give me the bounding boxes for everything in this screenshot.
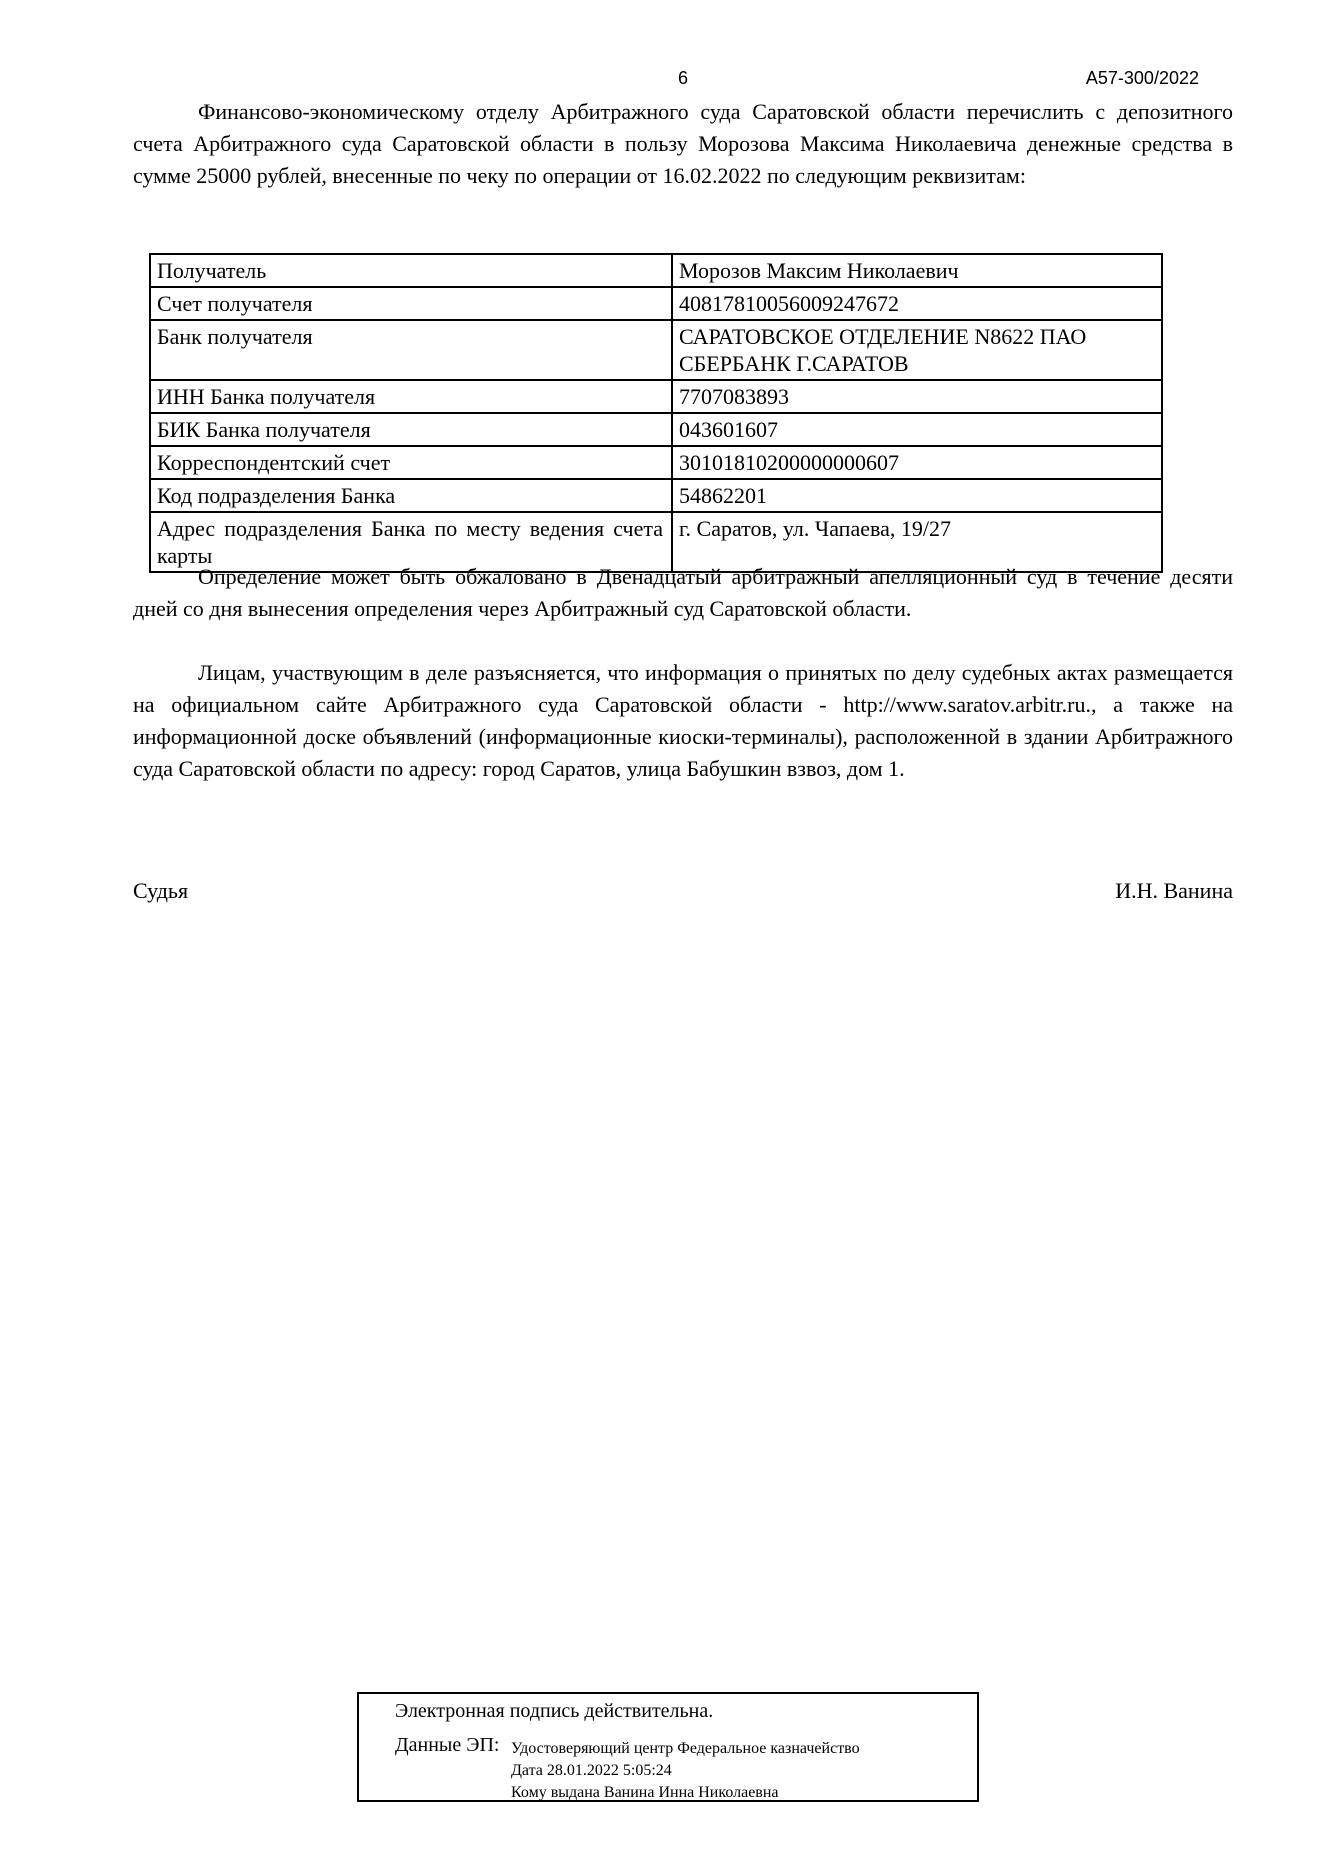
judge-name: И.Н. Ванина [1115, 878, 1233, 903]
requisite-label: Адрес подразделения Банка по месту ведения счета карты [150, 512, 672, 572]
table-row [150, 380, 1162, 413]
table-row [150, 320, 1162, 380]
requisite-value: САРАТОВСКОЕ ОТДЕЛЕНИЕ N8622 ПАО СБЕРБАНК Г.САРАТОВ [672, 320, 1162, 380]
requisite-value: Морозов Максим Николаевич [672, 254, 1162, 287]
table-row [150, 254, 1162, 287]
case-number: А57-300/2022 [1085, 68, 1199, 88]
table-row [150, 287, 1162, 320]
requisite-label: Код подразделения Банка [150, 479, 672, 512]
requisite-value: 043601607 [672, 413, 1162, 446]
judge-signature-row [133, 878, 1233, 904]
requisite-label: ИНН Банка получателя [150, 380, 672, 413]
requisite-value: г. Саратов, ул. Чапаева, 19/27 [672, 512, 1162, 572]
table-row [150, 446, 1162, 479]
requisite-label: Корреспондентский счет [150, 446, 672, 479]
info-paragraph: Лицам, участвующим в деле разъясняется, что информация о принятых по делу судебных актах размещается на официальном сайте Арбитражного суда Саратовской области - http://www.saratov.arbitr.ru., а также на информационной доске объявлений (информационные киоски-терминалы), расположенной в здании Арбитражного суда Саратовской области по адресу: город Саратов, улица Бабушкин взвоз, дом 1. [133, 660, 1233, 781]
page-header [133, 62, 1233, 96]
requisite-value: 30101810200000000607 [672, 446, 1162, 479]
esign-title: Электронная подпись действительна. [395, 1700, 714, 1722]
requisites-table-wrap [149, 253, 1163, 573]
requisite-label: БИК Банка получателя [150, 413, 672, 446]
table-row [150, 413, 1162, 446]
requisite-label: Получатель [150, 254, 672, 287]
requisite-label: Банк получателя [150, 320, 672, 380]
appeal-paragraph: Определение может быть обжаловано в Двенадцатый арбитражный апелляционный суд в течение десяти дней со дня вынесения определения через Арбитражный суд Саратовской области. [133, 564, 1233, 621]
table-row [150, 479, 1162, 512]
requisite-value: 40817810056009247672 [672, 287, 1162, 320]
esign-detail-line: Удостоверяющий центр Федеральное казначейство [511, 1740, 860, 1757]
esign-detail-line: Кому выдана Ванина Инна Николаевна [511, 1784, 779, 1801]
requisite-value: 7707083893 [672, 380, 1162, 413]
esign-details [511, 1738, 860, 1804]
intro-paragraph: Финансово-экономическому отделу Арбитражного суда Саратовской области перечислить с депозитного счета Арбитражного суда Саратовской области в пользу Морозова Максима Николаевича денежные средства в сумме 25000 рублей, внесенные по чеку по операции от 16.02.2022 по следующим реквизитам: [133, 99, 1233, 188]
requisite-value: 54862201 [672, 479, 1162, 512]
esign-data-label: Данные ЭП: [395, 1734, 500, 1756]
esign-detail-line: Дата 28.01.2022 5:05:24 [511, 1762, 672, 1779]
page-number: 6 [677, 68, 688, 88]
requisites-table [149, 253, 1163, 573]
judge-label: Судья [133, 878, 189, 903]
esign-box [357, 1692, 979, 1802]
requisite-label: Счет получателя [150, 287, 672, 320]
